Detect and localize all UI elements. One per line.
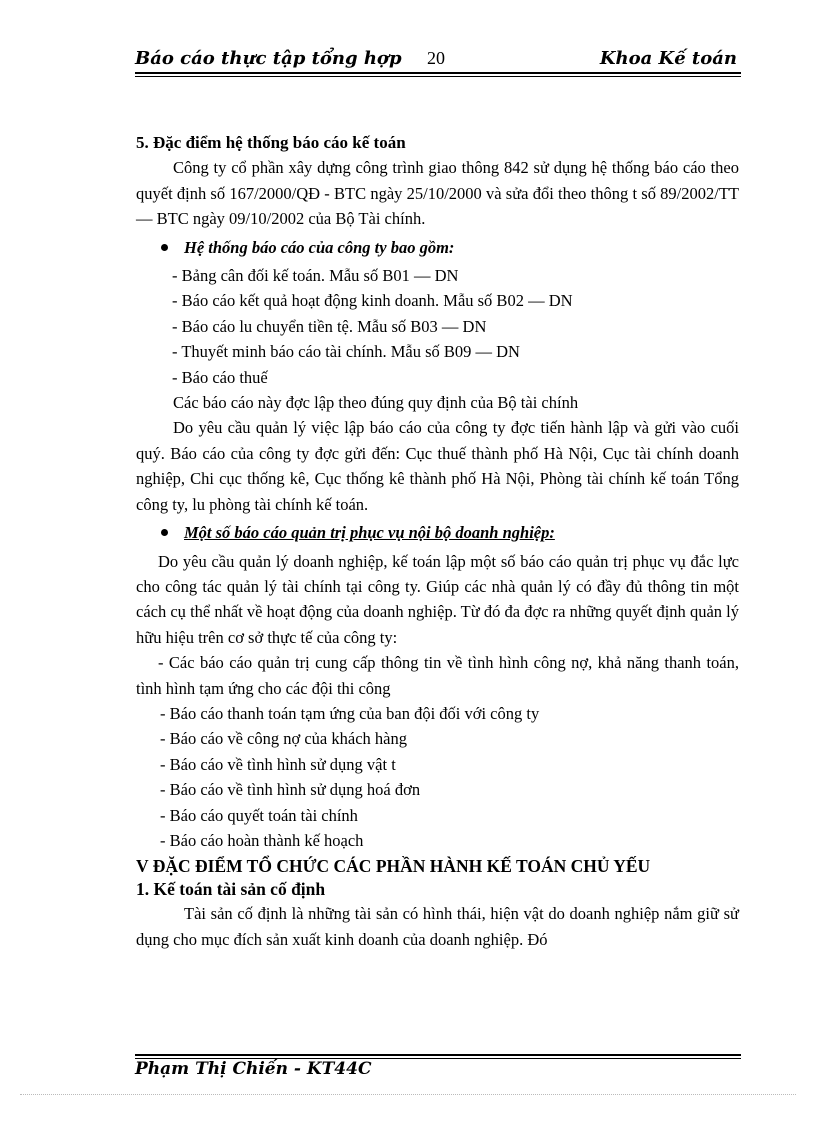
header-rule-thick [135, 72, 741, 74]
footer-author: Phạm Thị Chiến - KT44C [135, 1059, 372, 1079]
chapter-heading: V ĐẶC ĐIỂM TỔ CHỨC CÁC PHẦN HÀNH KẾ TOÁN CHỦ YẾU [136, 856, 651, 877]
list-item: - Báo cáo hoàn thành kế hoạch [160, 830, 364, 850]
bullet-heading-text: Hệ thống báo cáo của công ty bao gồm: [184, 237, 455, 257]
page-body [136, 130, 739, 952]
page-header [135, 44, 739, 74]
paragraph: - Các báo cáo quản trị cung cấp thông tin về tình hình công nợ, khả năng thanh toán, tình hình tạm ứng cho các đội thi công [136, 653, 739, 698]
header-rule-thin [135, 76, 741, 77]
bullet-heading-text: Một số báo cáo quản trị phục vụ nội bộ doanh nghiệp: [184, 523, 555, 543]
paragraph: Công ty cổ phần xây dựng công trình giao thông 842 sử dụng hệ thống báo cáo theo quyết định số 167/2000/QĐ - BTC ngày 25/10/2000 và sửa đổi theo thông t số 89/2002/TT — BTC ngày 09/10/2002 của Bộ Tài chính. [136, 158, 739, 229]
header-department: Khoa Kế toán [599, 48, 737, 69]
list-item: - Thuyết minh báo cáo tài chính. Mẫu số B09 — DN [172, 342, 520, 362]
section-heading: 5. Đặc điểm hệ thống báo cáo kế toán [136, 133, 406, 152]
list-item: - Báo cáo về tình hình sử dụng hoá đơn [160, 780, 421, 800]
list-item: - Bảng cân đối kế toán. Mẫu số B01 — DN [172, 266, 459, 286]
list-item: - Báo cáo lu chuyển tiền tệ. Mẫu số B03 — DN [172, 316, 487, 336]
paragraph: Các báo cáo này đợc lập theo đúng quy định của Bộ tài chính [173, 393, 579, 413]
header-report-title: Báo cáo thực tập tổng hợp [135, 48, 402, 69]
list-item: - Báo cáo về công nợ của khách hàng [160, 729, 407, 749]
footer-rule-thick [135, 1054, 741, 1056]
page-number: 20 [427, 48, 445, 68]
bullet-icon [161, 529, 168, 536]
subsection-heading: 1. Kế toán tài sản cố định [136, 879, 326, 900]
paragraph: Tài sản cố định là những tài sản có hình thái, hiện vật do doanh nghiệp nắm giữ sử dụng cho mục đích sản xuất kinh doanh của doanh nghiệp. Đó [136, 904, 739, 949]
paragraph: Do yêu cầu quản lý doanh nghiệp, kế toán lập một số báo cáo quản trị phục vụ đắc lực cho công tác quản lý tài chính tại công ty. Giúp các nhà quản lý có đầy đủ thông tin một cách cụ thể nhất về hoạt động của doanh nghiệp. Từ đó đa đợc ra những quyết định quản lý hữu hiệu trên cơ sở thực tế của công ty: [136, 551, 739, 647]
page-edge-divider [20, 1094, 796, 1095]
bullet-icon [161, 244, 168, 251]
bullet-heading [136, 520, 739, 545]
list-item: - Báo cáo quyết toán tài chính [160, 805, 358, 825]
list-item: - Báo cáo thuế [172, 367, 268, 387]
list-item: - Báo cáo kết quả hoạt động kinh doanh. Mẫu số B02 — DN [172, 291, 573, 311]
list-item: - Báo cáo thanh toán tạm ứng của ban đội đối với công ty [160, 703, 540, 723]
paragraph: Do yêu cầu quản lý việc lập báo cáo của công ty đợc tiến hành lập và gửi vào cuối quý. Báo cáo của công ty đợc gửi đến: Cục thuế thành phố Hà Nội, Cục tài chính doanh nghiệp, Chi cục thống kê, Cục thống kê thành phố Hà Nội, Phòng tài chính kế toán Tổng công ty, lu phòng tài chính kế toán. [136, 418, 739, 514]
bullet-heading [136, 235, 739, 260]
list-item: - Báo cáo về tình hình sử dụng vật t [160, 754, 396, 774]
